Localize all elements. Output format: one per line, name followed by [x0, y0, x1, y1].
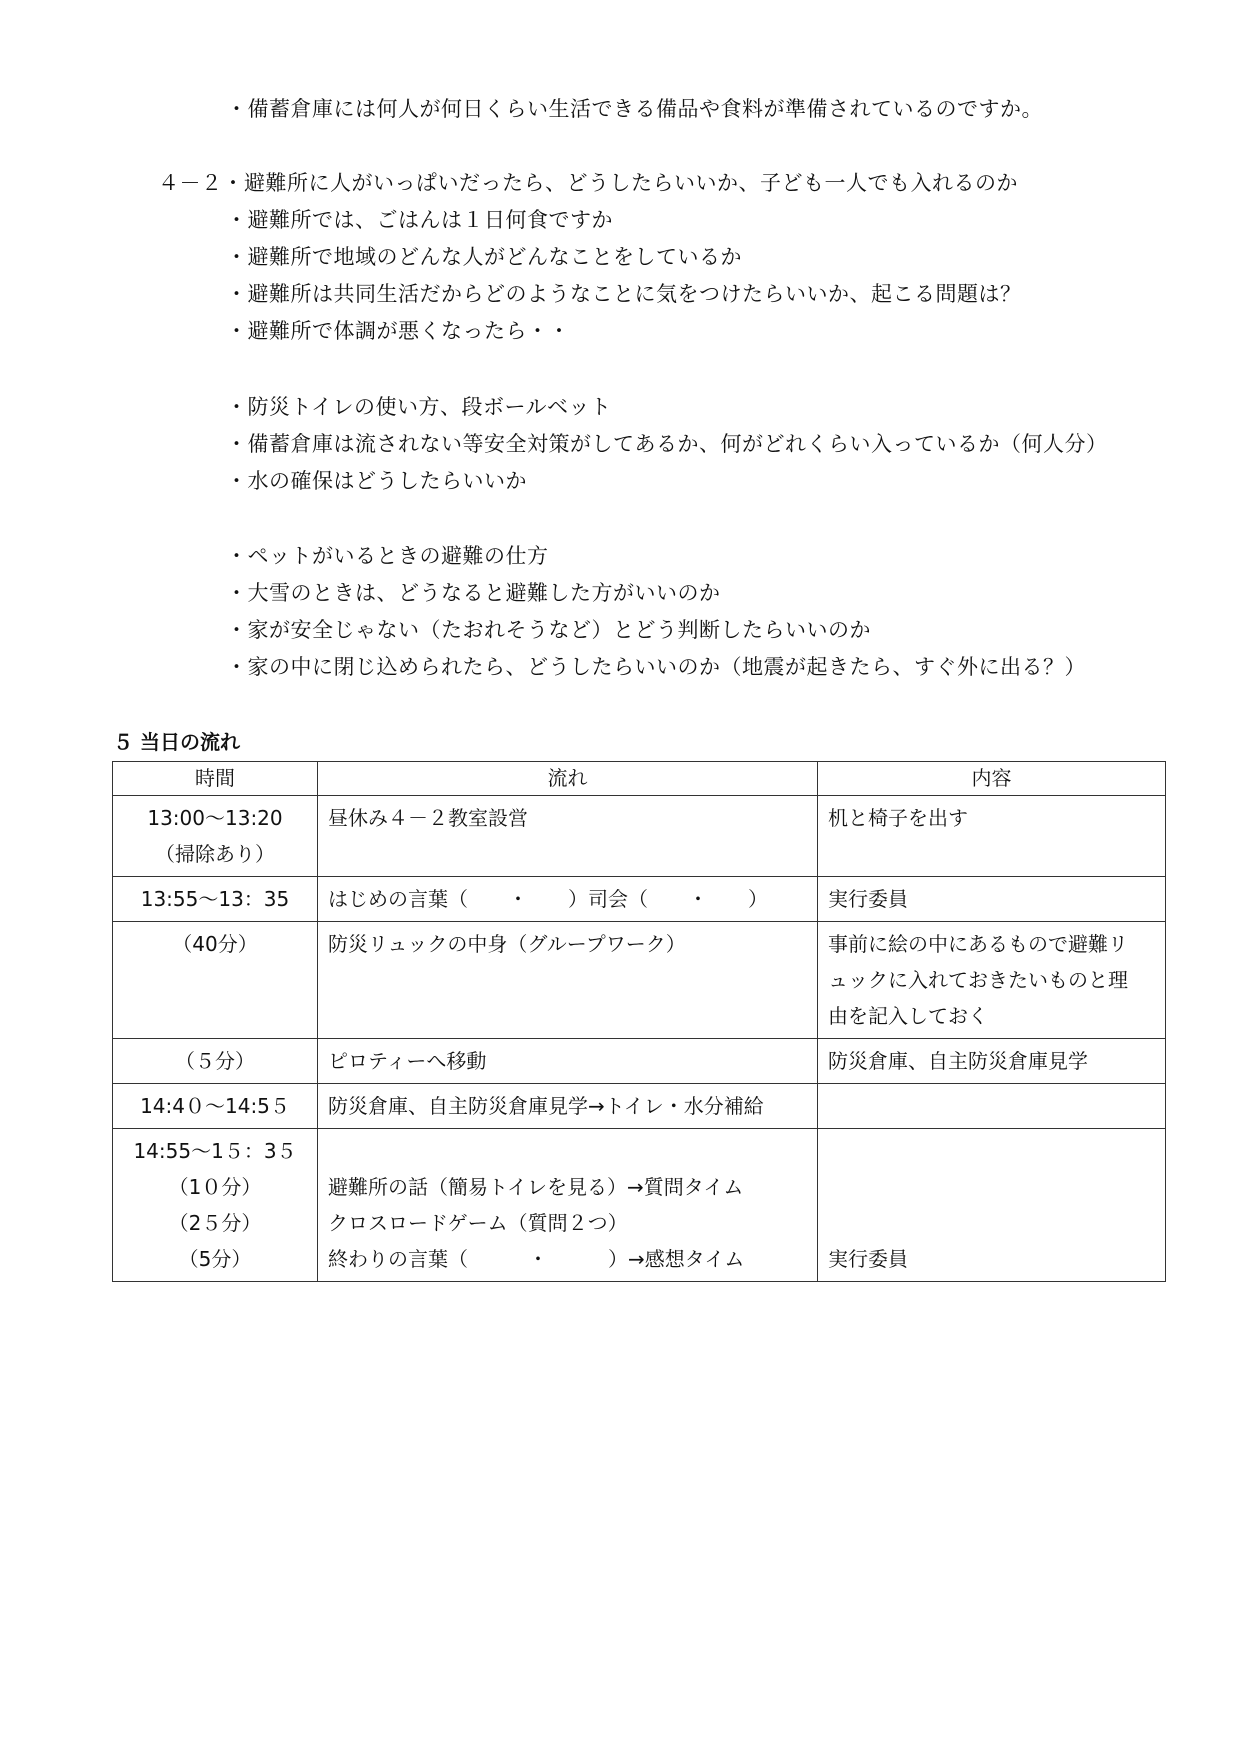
- content-cell: [818, 877, 1166, 922]
- content-text: [828, 1169, 1155, 1205]
- flow-cell: [318, 877, 818, 922]
- flow-text: 昼休み４－２教室設営: [328, 806, 528, 830]
- flow-cell: [318, 1039, 818, 1084]
- content-cell: [818, 796, 1166, 877]
- time-text: （５分）: [175, 1049, 255, 1073]
- time-text: 13:00～13:20: [147, 806, 283, 830]
- content-cell: [818, 922, 1166, 1039]
- table-header-row: [113, 762, 1166, 796]
- flow-text: 避難所の話（簡易トイレを見る）→質問タイム: [328, 1175, 744, 1199]
- flow-text: はじめの言葉（ ・ ）司会（ ・ ）: [328, 887, 768, 911]
- content-text: 由を記入しておく: [828, 1004, 988, 1028]
- flow-cell: [318, 796, 818, 877]
- header-content: 内容: [818, 762, 1166, 796]
- header-time: 時間: [113, 762, 318, 796]
- list-item: ・避難所では、ごはんは１日何食ですか: [226, 208, 613, 232]
- table-row: [113, 877, 1166, 922]
- list-item: ・水の確保はどうしたらいいか: [226, 469, 527, 493]
- list-item: ・備蓄倉庫には何人が何日くらい生活できる備品や食料が準備されているのですか。: [226, 97, 1043, 121]
- content-cell: [818, 1039, 1166, 1084]
- time-text: （2５分）: [168, 1211, 262, 1235]
- table-row: [113, 1129, 1166, 1282]
- content-cell: [818, 1129, 1166, 1282]
- time-text: 14:4０～14:5５: [140, 1094, 290, 1118]
- list-item: ４－２・避難所に人がいっぱいだったら、どうしたらいいか、子ども一人でも入れるのか: [158, 171, 1018, 195]
- time-text: （40分）: [172, 932, 258, 956]
- table-row: [113, 1039, 1166, 1084]
- content-text: 机と椅子を出す: [828, 806, 968, 830]
- list-item: ・備蓄倉庫は流されない等安全対策がしてあるか、何がどれくらい入っているか（何人分）: [226, 432, 1108, 456]
- flow-text: クロスロードゲーム（質問２つ）: [328, 1211, 628, 1235]
- content-text: 防災倉庫、自主防災倉庫見学: [828, 1049, 1088, 1073]
- list-item: ・避難所で地域のどんな人がどんなことをしているか: [226, 245, 742, 269]
- time-cell: [113, 922, 318, 1039]
- list-item: ・避難所で体調が悪くなったら・・: [226, 319, 570, 343]
- flow-text: 終わりの言葉（ ・ ）→感想タイム: [328, 1247, 745, 1271]
- list-item: ・大雪のときは、どうなると避難した方がいいのか: [226, 581, 721, 605]
- time-cell: [113, 877, 318, 922]
- content-text: [828, 1088, 1155, 1124]
- time-cell: [113, 1129, 318, 1282]
- time-text: （1０分）: [168, 1175, 262, 1199]
- list-item: ・防災トイレの使い方、段ボールベット: [226, 395, 612, 419]
- flow-text: ピロティーへ移動: [328, 1049, 487, 1073]
- table-row: [113, 796, 1166, 877]
- time-cell: [113, 796, 318, 877]
- flow-text: [328, 1133, 807, 1169]
- header-flow: 流れ: [318, 762, 818, 796]
- list-item: ・避難所は共同生活だからどのようなことに気をつけたらいいか、起こる問題は？: [226, 282, 1022, 306]
- flow-text: 防災倉庫、自主防災倉庫見学→トイレ・水分補給: [328, 1094, 764, 1118]
- content-text: 実行委員: [828, 1247, 908, 1271]
- time-cell: [113, 1039, 318, 1084]
- content-text: 実行委員: [828, 887, 908, 911]
- flow-cell: [318, 1084, 818, 1129]
- list-item: ・ペットがいるときの避難の仕方: [226, 544, 549, 568]
- list-item: ・家が安全じゃない（たおれそうなど）とどう判断したらいいのか: [226, 618, 871, 642]
- schedule-table: [112, 761, 1166, 1282]
- content-text: [828, 1205, 1155, 1241]
- content-text: ュックに入れておきたいものと理: [828, 968, 1128, 992]
- time-text: （5分）: [178, 1247, 252, 1271]
- time-text: 13:55～13：35: [140, 887, 290, 911]
- flow-cell: [318, 922, 818, 1039]
- section-title: ５ 当日の流れ: [113, 730, 240, 754]
- content-text: 事前に絵の中にあるもので避難リ: [828, 932, 1128, 956]
- flow-text: 防災リュックの中身（グループワーク）: [328, 932, 686, 956]
- list-item: ・家の中に閉じ込められたら、どうしたらいいのか（地震が起きたら、すぐ外に出る？）: [226, 655, 1086, 679]
- flow-cell: [318, 1129, 818, 1282]
- table-row: [113, 922, 1166, 1039]
- content-cell: [818, 1084, 1166, 1129]
- table-row: [113, 1084, 1166, 1129]
- content-text: [828, 1133, 1155, 1169]
- time-note: （掃除あり）: [155, 842, 275, 866]
- time-text: 14:55～1５：3５: [133, 1139, 297, 1163]
- time-cell: [113, 1084, 318, 1129]
